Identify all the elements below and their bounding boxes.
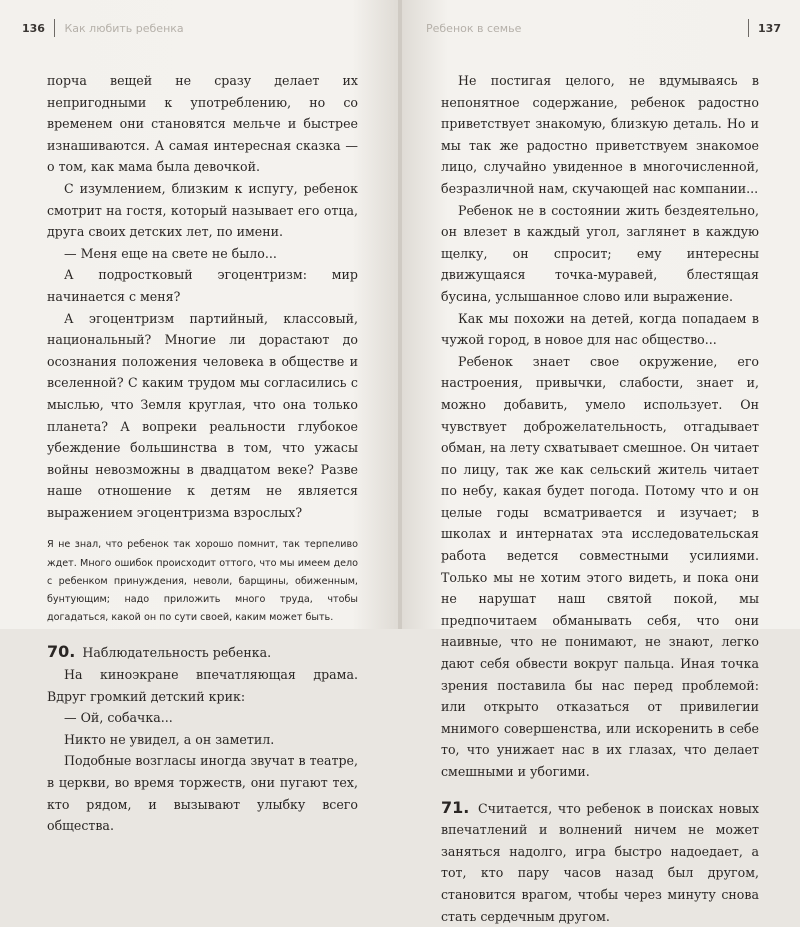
right-page-body <box>441 70 759 927</box>
paragraph: Подобные возгласы иногда звучат в театре, в церкви, во время торжеств, они пугают тех, кто рядом, и вызывают улыбку всего общества. <box>47 753 358 834</box>
section-text: Считается, что ребенок в поисках новых впечатлений и волнений ничем не может заняться надолго, игра быстро надоедает, а тот, кто пару часов назад был другом, становится врагом, чтобы через минуту снова стать сердечным другом. <box>441 800 759 924</box>
page-number: 137 <box>758 21 781 35</box>
paragraph: — Ой, собачка... <box>64 710 173 726</box>
left-page-body <box>47 70 358 837</box>
paragraph: Не постигая целого, не вдумываясь в непонятное содержание, ребенок радостно приветствует знакомую, близкую деталь. Но и мы так же радостно приветствуем знакомое лицо, случайно увиденное в многочисленной, безразличной нам, скучающей нас компании... <box>441 73 759 196</box>
right-page <box>400 0 800 924</box>
paragraph: Никто не увидел, а он заметил. <box>64 731 275 747</box>
paragraph: — Меня еще на свете не было... <box>64 245 277 261</box>
section-number: 70. <box>47 642 76 662</box>
right-page-header <box>426 18 781 38</box>
paragraph: Как мы похожи на детей, когда попадаем в чужой город, в новое для нас общество... <box>441 310 759 348</box>
paragraph: С изумлением, близким к испугу, ребенок смотрит на гостя, который называет его отца, друга своих детских лет, по имени. <box>47 180 358 240</box>
header-divider <box>748 19 750 37</box>
left-page-header <box>22 18 184 38</box>
header-divider <box>54 19 56 37</box>
author-note: Я не знал, что ребенок так хорошо помнит, так терпеливо ждет. Много ошибок происходит оттого, что мы имеем дело с ребенком принуждения, неволи, барщины, обиженным, бунтующим; надо приложить много труда, чтобы догадаться, какой он по сути своей, каким может быть. <box>47 539 358 624</box>
paragraph: А эгоцентризм партийный, классовый, национальный? Многие ли дорастают до осознания положения человека в обществе и вселенной? С каким трудом мы согласились с мыслью, что Земля круглая, что она только планета? А вопреки реальности глубокое убеждение большинства в том, что ужасы войны невозможны в двадцатом веке? Разве наше отношение к детям не является выражением эгоцентризма взрослых? <box>47 310 358 520</box>
section-paragraph <box>441 797 759 927</box>
paragraph: порча вещей не сразу делает их непригодными к употреблению, но со временем они становятся мельче и быстрее изнашиваются. А самая интересная сказка — о том, как мама была девочкой. <box>47 73 358 175</box>
paragraph: Ребенок не в состоянии жить бездеятельно, он влезет в каждый угол, заглянет в каждую щелку, он спросит; ему интересны движущаяся точка-муравей, блестящая бусина, услышанное слово или выражение. <box>441 202 759 304</box>
paragraph: На киноэкране впечатляющая драма. Вдруг громкий детский крик: <box>47 667 358 704</box>
book-gutter <box>398 0 402 629</box>
section-heading <box>47 641 358 664</box>
running-title: Ребенок в семье <box>426 21 522 35</box>
running-title: Как любить ребенка <box>64 21 184 35</box>
page-number: 136 <box>22 21 45 35</box>
section-title: Наблюдательность ребенка. <box>82 645 272 661</box>
section-number: 71. <box>441 797 470 817</box>
left-page <box>0 0 400 834</box>
paragraph: А подростковый эгоцентризм: мир начинается с меня? <box>47 267 358 304</box>
paragraph: Ребенок знает свое окружение, его настроения, привычки, слабости, знает и, можно добавить, умело использует. Он чувствует доброжелательность, отгадывает обман, на лету схватывает смешное. Он читает по лицу, так же как сельский житель читает по небу, какая будет погода. Потому что и он целые годы всматривается и изучает; в школах и интернатах эта исследовательская работа ведется совместными усилиями. Только мы не хотим этого видеть, и пока они не нарушат наш святой покой, мы предпочитаем обманывать себя, что они наивные, что не понимают, не знают, легко дают себя обвести вокруг пальца. Иная точка зрения поставила бы нас перед проблемой: или открыто отказаться от привилегии мнимого совершенства, или искоренить в себе то, что унижает нас в их глазах, что делает смешными и убогими. <box>441 353 759 779</box>
